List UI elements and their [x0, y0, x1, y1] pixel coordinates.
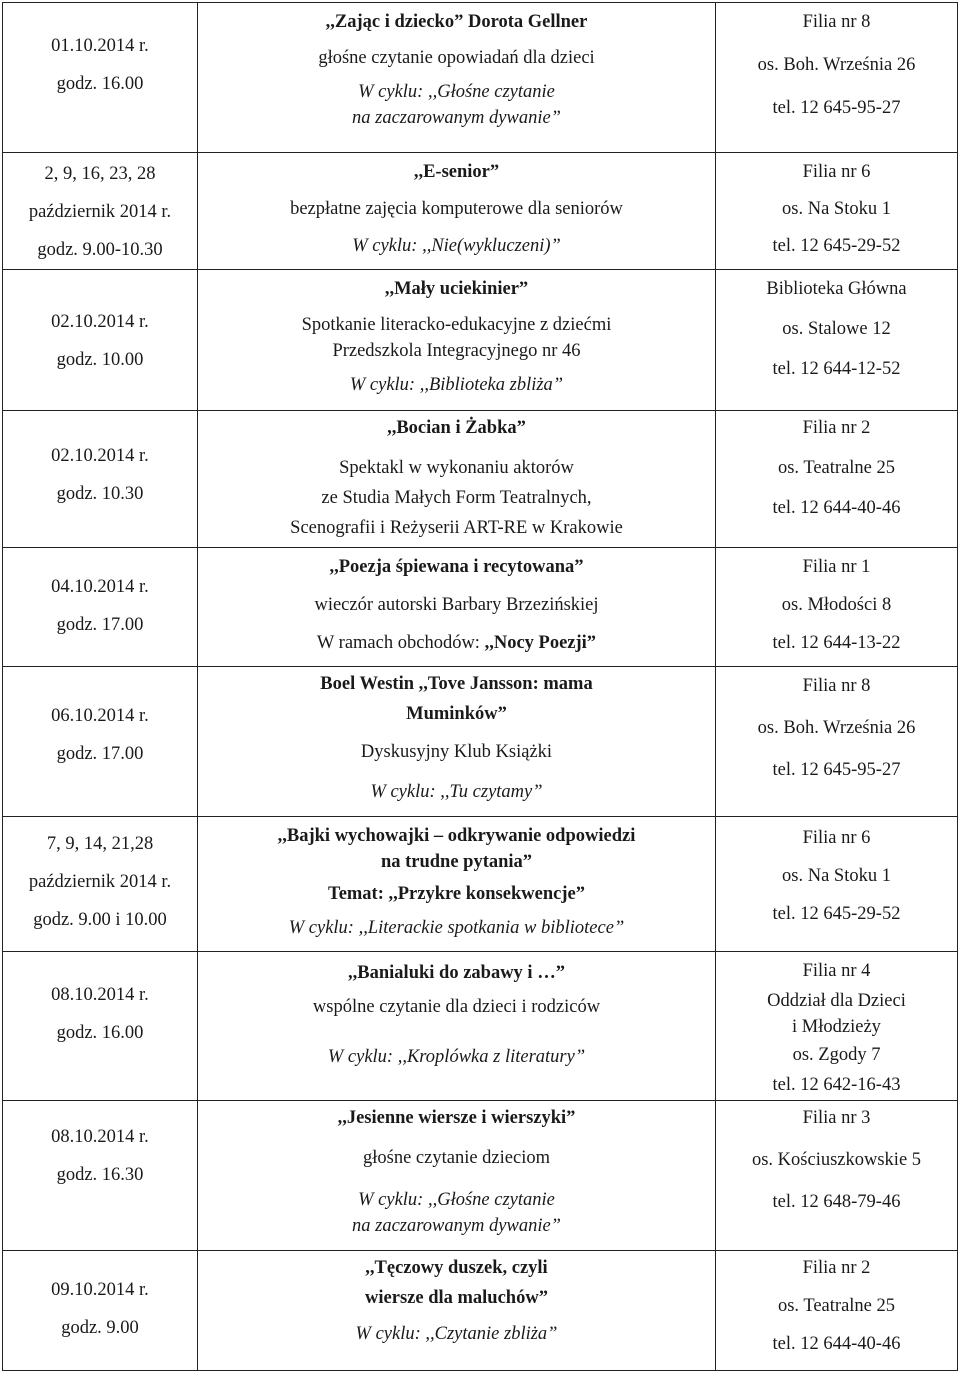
event-details-cell [198, 817, 716, 952]
event-date: 06.10.2014 r. [51, 706, 149, 726]
event-cycle: W cyklu: ,,Głośne czytanie [358, 1190, 555, 1210]
event-details-cell [198, 1251, 716, 1371]
event-location-cell [716, 270, 958, 411]
event-details-cell [198, 952, 716, 1101]
location-name: Filia nr 6 [802, 828, 871, 848]
event-month: październik 2014 r. [28, 872, 172, 892]
event-details-cell [198, 667, 716, 817]
event-cycle: W cyklu: ,,Kroplówka z literatury” [327, 1047, 586, 1067]
event-cycle [198, 628, 715, 658]
event-details-cell [198, 1101, 716, 1251]
event-date: 09.10.2014 r. [51, 1280, 149, 1300]
event-date-cell [3, 3, 198, 153]
location-name: Filia nr 3 [802, 1108, 871, 1128]
event-cycle: W cyklu: ,,Głośne czytanie [358, 82, 555, 102]
location-address: os. Na Stoku 1 [782, 866, 891, 886]
location-phone: tel. 12 642-16-43 [772, 1075, 901, 1095]
event-date-cell [3, 667, 198, 817]
location-phone: tel. 12 644-12-52 [772, 359, 901, 379]
event-location-cell [716, 3, 958, 153]
event-description: głośne czytanie opowiadań dla dzieci [318, 48, 595, 68]
location-phone: tel. 12 648-79-46 [772, 1192, 901, 1212]
location-phone: tel. 12 644-40-46 [772, 498, 901, 518]
event-description: bezpłatne zajęcia komputerowe dla seniorów [290, 199, 623, 219]
event-title: Muminków” [406, 704, 507, 724]
event-date-cell [3, 952, 198, 1101]
event-date-cell [3, 548, 198, 667]
event-title: ,,Zając i dziecko” Dorota Gellner [325, 12, 588, 32]
event-details-cell [198, 270, 716, 411]
event-title: ,,Poezja śpiewana i recytowana” [329, 557, 584, 577]
event-date: 04.10.2014 r. [51, 577, 149, 597]
event-time: godz. 10.30 [56, 484, 144, 504]
location-name: Biblioteka Główna [766, 279, 907, 299]
event-time: godz. 9.00 i 10.00 [33, 910, 167, 930]
event-date: 02.10.2014 r. [51, 312, 149, 332]
event-description: ze Studia Małych Form Teatralnych, [321, 488, 592, 508]
location-address: os. Zgody 7 [792, 1045, 881, 1065]
location-phone: tel. 12 644-13-22 [772, 633, 901, 653]
event-date-cell [3, 153, 198, 270]
event-description: wspólne czytanie dla dzieci i rodziców [312, 997, 601, 1017]
table-row [3, 3, 958, 153]
event-title: ,,Bajki wychowajki – odkrywanie odpowiedzi [277, 826, 636, 846]
location-name: Filia nr 2 [802, 1258, 871, 1278]
event-title: ,,Bocian i Żabka” [387, 418, 526, 438]
event-date: 08.10.2014 r. [51, 1127, 149, 1147]
event-description: Dyskusyjny Klub Książki [360, 742, 553, 762]
location-address: os. Boh. Września 26 [757, 55, 916, 75]
event-time: godz. 9.00-10.30 [37, 240, 163, 260]
event-location-cell [716, 411, 958, 548]
event-title: Boel Westin ,,Tove Jansson: mama [320, 674, 593, 694]
location-name: i Młodzieży [792, 1017, 881, 1037]
event-date: 02.10.2014 r. [51, 446, 149, 466]
location-address: os. Teatralne 25 [777, 1296, 896, 1316]
location-address: os. Na Stoku 1 [782, 199, 891, 219]
location-name: Filia nr 6 [802, 162, 871, 182]
event-date-cell [3, 270, 198, 411]
event-location-cell [716, 817, 958, 952]
event-time: godz. 16.00 [56, 74, 144, 94]
location-name: Filia nr 2 [802, 418, 871, 438]
event-cycle: W cyklu: ,,Biblioteka zbliża” [349, 375, 564, 395]
table-row [3, 667, 958, 817]
event-date: 01.10.2014 r. [51, 36, 149, 56]
event-date: 7, 9, 14, 21,28 [46, 834, 154, 854]
table-row [3, 952, 958, 1101]
event-time: godz. 16.00 [56, 1023, 144, 1043]
event-cycle: W cyklu: ,,Literackie spotkania w bibliotece” [288, 918, 625, 938]
location-address: os. Kościuszkowskie 5 [751, 1150, 922, 1170]
event-title: ,,Jesienne wiersze i wierszyki” [337, 1108, 576, 1128]
event-date-cell [3, 1101, 198, 1251]
event-topic: Temat: ,,Przykre konsekwencje” [328, 884, 585, 904]
event-description: głośne czytanie dzieciom [363, 1148, 550, 1168]
location-name: Filia nr 1 [802, 557, 871, 577]
event-details-cell [198, 153, 716, 270]
event-date: 08.10.2014 r. [51, 985, 149, 1005]
event-details-cell [198, 3, 716, 153]
event-title: ,,E-senior” [413, 162, 500, 182]
event-location-cell [716, 153, 958, 270]
table-row [3, 817, 958, 952]
event-date: 2, 9, 16, 23, 28 [44, 164, 156, 184]
location-phone: tel. 12 645-95-27 [772, 760, 901, 780]
event-location-cell [716, 548, 958, 667]
event-time: godz. 17.00 [56, 744, 144, 764]
event-cycle: na zaczarowanym dywanie” [352, 108, 561, 128]
location-address: os. Teatralne 25 [777, 458, 896, 478]
location-name: Oddział dla Dzieci [767, 991, 906, 1011]
event-title: ,,Mały uciekinier” [384, 279, 529, 299]
event-date-cell [3, 411, 198, 548]
event-description: Spektakl w wykonaniu aktorów [339, 458, 574, 478]
cycle-name: ,,Nocy Poezji” [484, 633, 597, 653]
event-description: wieczór autorski Barbary Brzezińskiej [314, 595, 599, 615]
location-address: os. Stalowe 12 [782, 319, 891, 339]
event-cycle: W cyklu: ,,Czytanie zbliża” [355, 1324, 558, 1344]
event-title: ,,Tęczowy duszek, czyli [365, 1258, 548, 1278]
location-name: Filia nr 8 [802, 12, 871, 32]
event-location-cell [716, 952, 958, 1101]
event-cycle: na zaczarowanym dywanie” [352, 1216, 561, 1236]
event-details-cell [198, 548, 716, 667]
cycle-prefix: W ramach obchodów: [316, 633, 485, 653]
event-date-cell [3, 1251, 198, 1371]
event-time: godz. 17.00 [56, 615, 144, 635]
event-location-cell [716, 1101, 958, 1251]
event-description: Przedszkola Integracyjnego nr 46 [332, 341, 581, 361]
location-phone: tel. 12 644-40-46 [772, 1334, 901, 1354]
event-title: ,,Banialuki do zabawy i …” [348, 963, 565, 983]
event-title: na trudne pytania” [380, 852, 533, 872]
location-phone: tel. 12 645-29-52 [772, 236, 901, 256]
location-address: os. Boh. Września 26 [757, 718, 916, 738]
event-time: godz. 9.00 [61, 1318, 139, 1338]
location-phone: tel. 12 645-95-27 [772, 98, 901, 118]
table-row [3, 153, 958, 270]
table-row [3, 548, 958, 667]
event-description: Spotkanie literacko-edukacyjne z dziećmi [301, 315, 612, 335]
location-phone: tel. 12 645-29-52 [772, 904, 901, 924]
event-month: październik 2014 r. [28, 202, 172, 222]
location-name: Filia nr 8 [802, 676, 871, 696]
location-address: os. Młodości 8 [781, 595, 892, 615]
event-details-cell [198, 411, 716, 548]
event-location-cell [716, 667, 958, 817]
table-row [3, 1251, 958, 1371]
table-row [3, 1101, 958, 1251]
event-date-cell [3, 817, 198, 952]
table-row [3, 270, 958, 411]
event-cycle: W cyklu: ,,Nie(wykluczeni)” [352, 236, 561, 256]
event-cycle: W cyklu: ,,Tu czytamy” [370, 782, 543, 802]
table-row [3, 411, 958, 548]
event-location-cell [716, 1251, 958, 1371]
event-description: Scenografii i Reżyserii ART-RE w Krakowie [290, 518, 623, 538]
event-time: godz. 16.30 [56, 1165, 144, 1185]
event-time: godz. 10.00 [56, 350, 144, 370]
event-title: wiersze dla maluchów” [365, 1288, 548, 1308]
events-table [2, 2, 958, 1371]
location-name: Filia nr 4 [802, 961, 871, 981]
